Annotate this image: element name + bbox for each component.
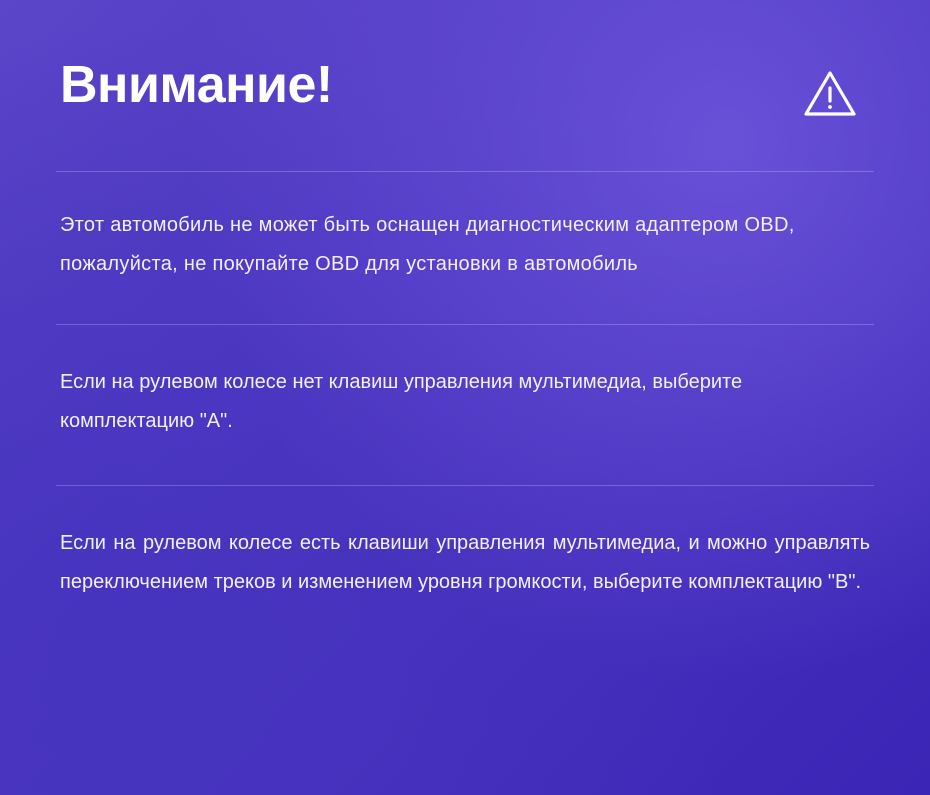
section-text-option-a: Если на рулевом колесе нет клавиш управления мультимедиа, выберите комплектацию "A".: [60, 371, 743, 432]
page-title: Внимание!: [60, 56, 333, 114]
warning-triangle-icon: [802, 68, 858, 125]
section-text-option-b: Если на рулевом колесе есть клавиши управления мультимедиа, и можно управлять переключением треков и изменением уровня громкости, выберите комплектацию "B".: [60, 532, 870, 593]
notice-header: [56, 58, 874, 125]
section-text-obd-warning: Этот автомобиль не может быть оснащен диагностическим адаптером OBD, пожалуйста, не покупайте OBD для установки в автомобиль: [60, 214, 795, 275]
section-option-b: [56, 486, 874, 612]
section-obd-warning: [56, 172, 874, 324]
section-option-a: [56, 325, 874, 485]
